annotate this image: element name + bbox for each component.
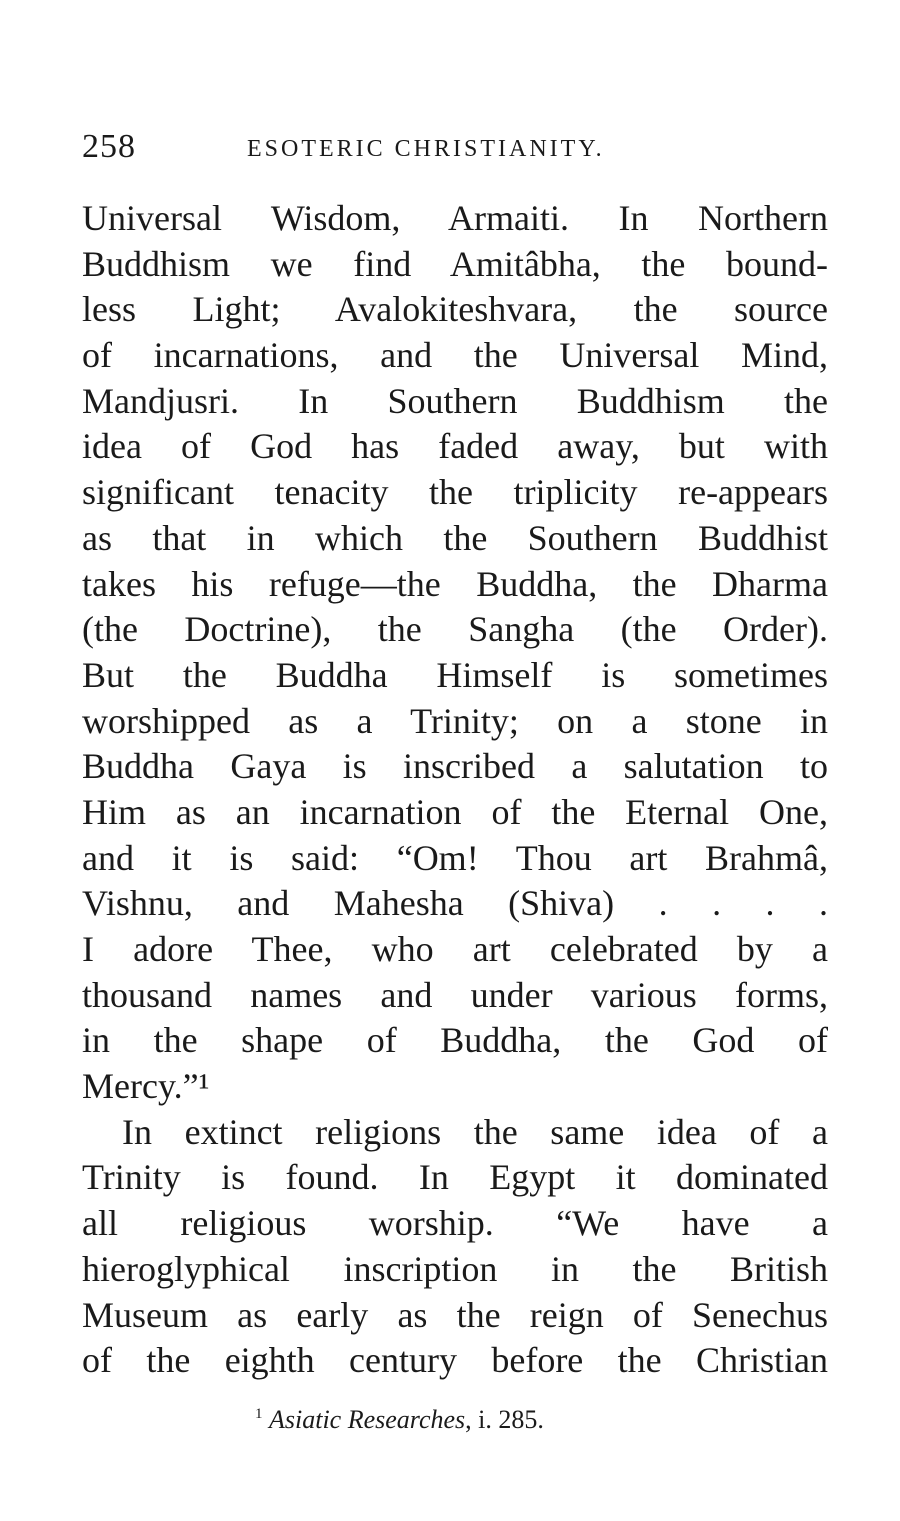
body-text xyxy=(82,196,828,1384)
text-line: Vishnu, and Mahesha (Shiva) . . . . xyxy=(82,883,828,924)
footnote-reference: , i. 285. xyxy=(465,1405,544,1434)
text-line: Buddhism we find Amitâbha, the bound- xyxy=(82,243,828,284)
footnote-marker: 1 xyxy=(255,1406,263,1422)
footnote xyxy=(255,1405,544,1435)
text-line: all religious worship. “We have a xyxy=(82,1203,828,1244)
text-line: of the eighth century before the Christian xyxy=(82,1340,828,1381)
page-number: 258 xyxy=(82,128,136,165)
text-line: Buddha Gaya is inscribed a salutation to xyxy=(82,746,828,787)
text-line: of incarnations, and the Universal Mind, xyxy=(82,335,828,376)
text-line: less Light; Avalokiteshvara, the source xyxy=(82,289,828,330)
text-line: idea of God has faded away, but with xyxy=(82,426,828,467)
running-title: ESOTERIC CHRISTIANITY. xyxy=(247,136,605,162)
text-line: thousand names and under various forms, xyxy=(82,974,828,1015)
text-line: Mandjusri. In Southern Buddhism the xyxy=(82,380,828,421)
text-line: takes his refuge—the Buddha, the Dharma xyxy=(82,563,828,604)
text-line: In extinct religions the same idea of a xyxy=(122,1111,828,1152)
text-line: Him as an incarnation of the Eternal One, xyxy=(82,791,828,832)
text-line: in the shape of Buddha, the God of xyxy=(82,1020,828,1061)
text-line: I adore Thee, who art celebrated by a xyxy=(82,929,828,969)
text-line: as that in which the Southern Buddhist xyxy=(82,517,828,558)
text-line: Trinity is found. In Egypt it dominated xyxy=(82,1157,828,1198)
footnote-title: Asiatic Researches xyxy=(269,1405,466,1434)
text-line: Mercy.”¹ xyxy=(82,1066,210,1107)
text-line: and it is said: “Om! Thou art Brahmâ, xyxy=(82,837,828,878)
page-header xyxy=(82,128,822,168)
text-line: Universal Wisdom, Armaiti. In Northern xyxy=(82,198,828,238)
text-line: (the Doctrine), the Sangha (the Order). xyxy=(82,609,828,650)
text-line: significant tenacity the triplicity re-appears xyxy=(82,472,828,513)
text-line: Museum as early as the reign of Senechus xyxy=(82,1294,828,1335)
text-line: hieroglyphical inscription in the British xyxy=(82,1248,828,1289)
text-line: worshipped as a Trinity; on a stone in xyxy=(82,700,828,741)
text-line: But the Buddha Himself is sometimes xyxy=(82,654,828,695)
